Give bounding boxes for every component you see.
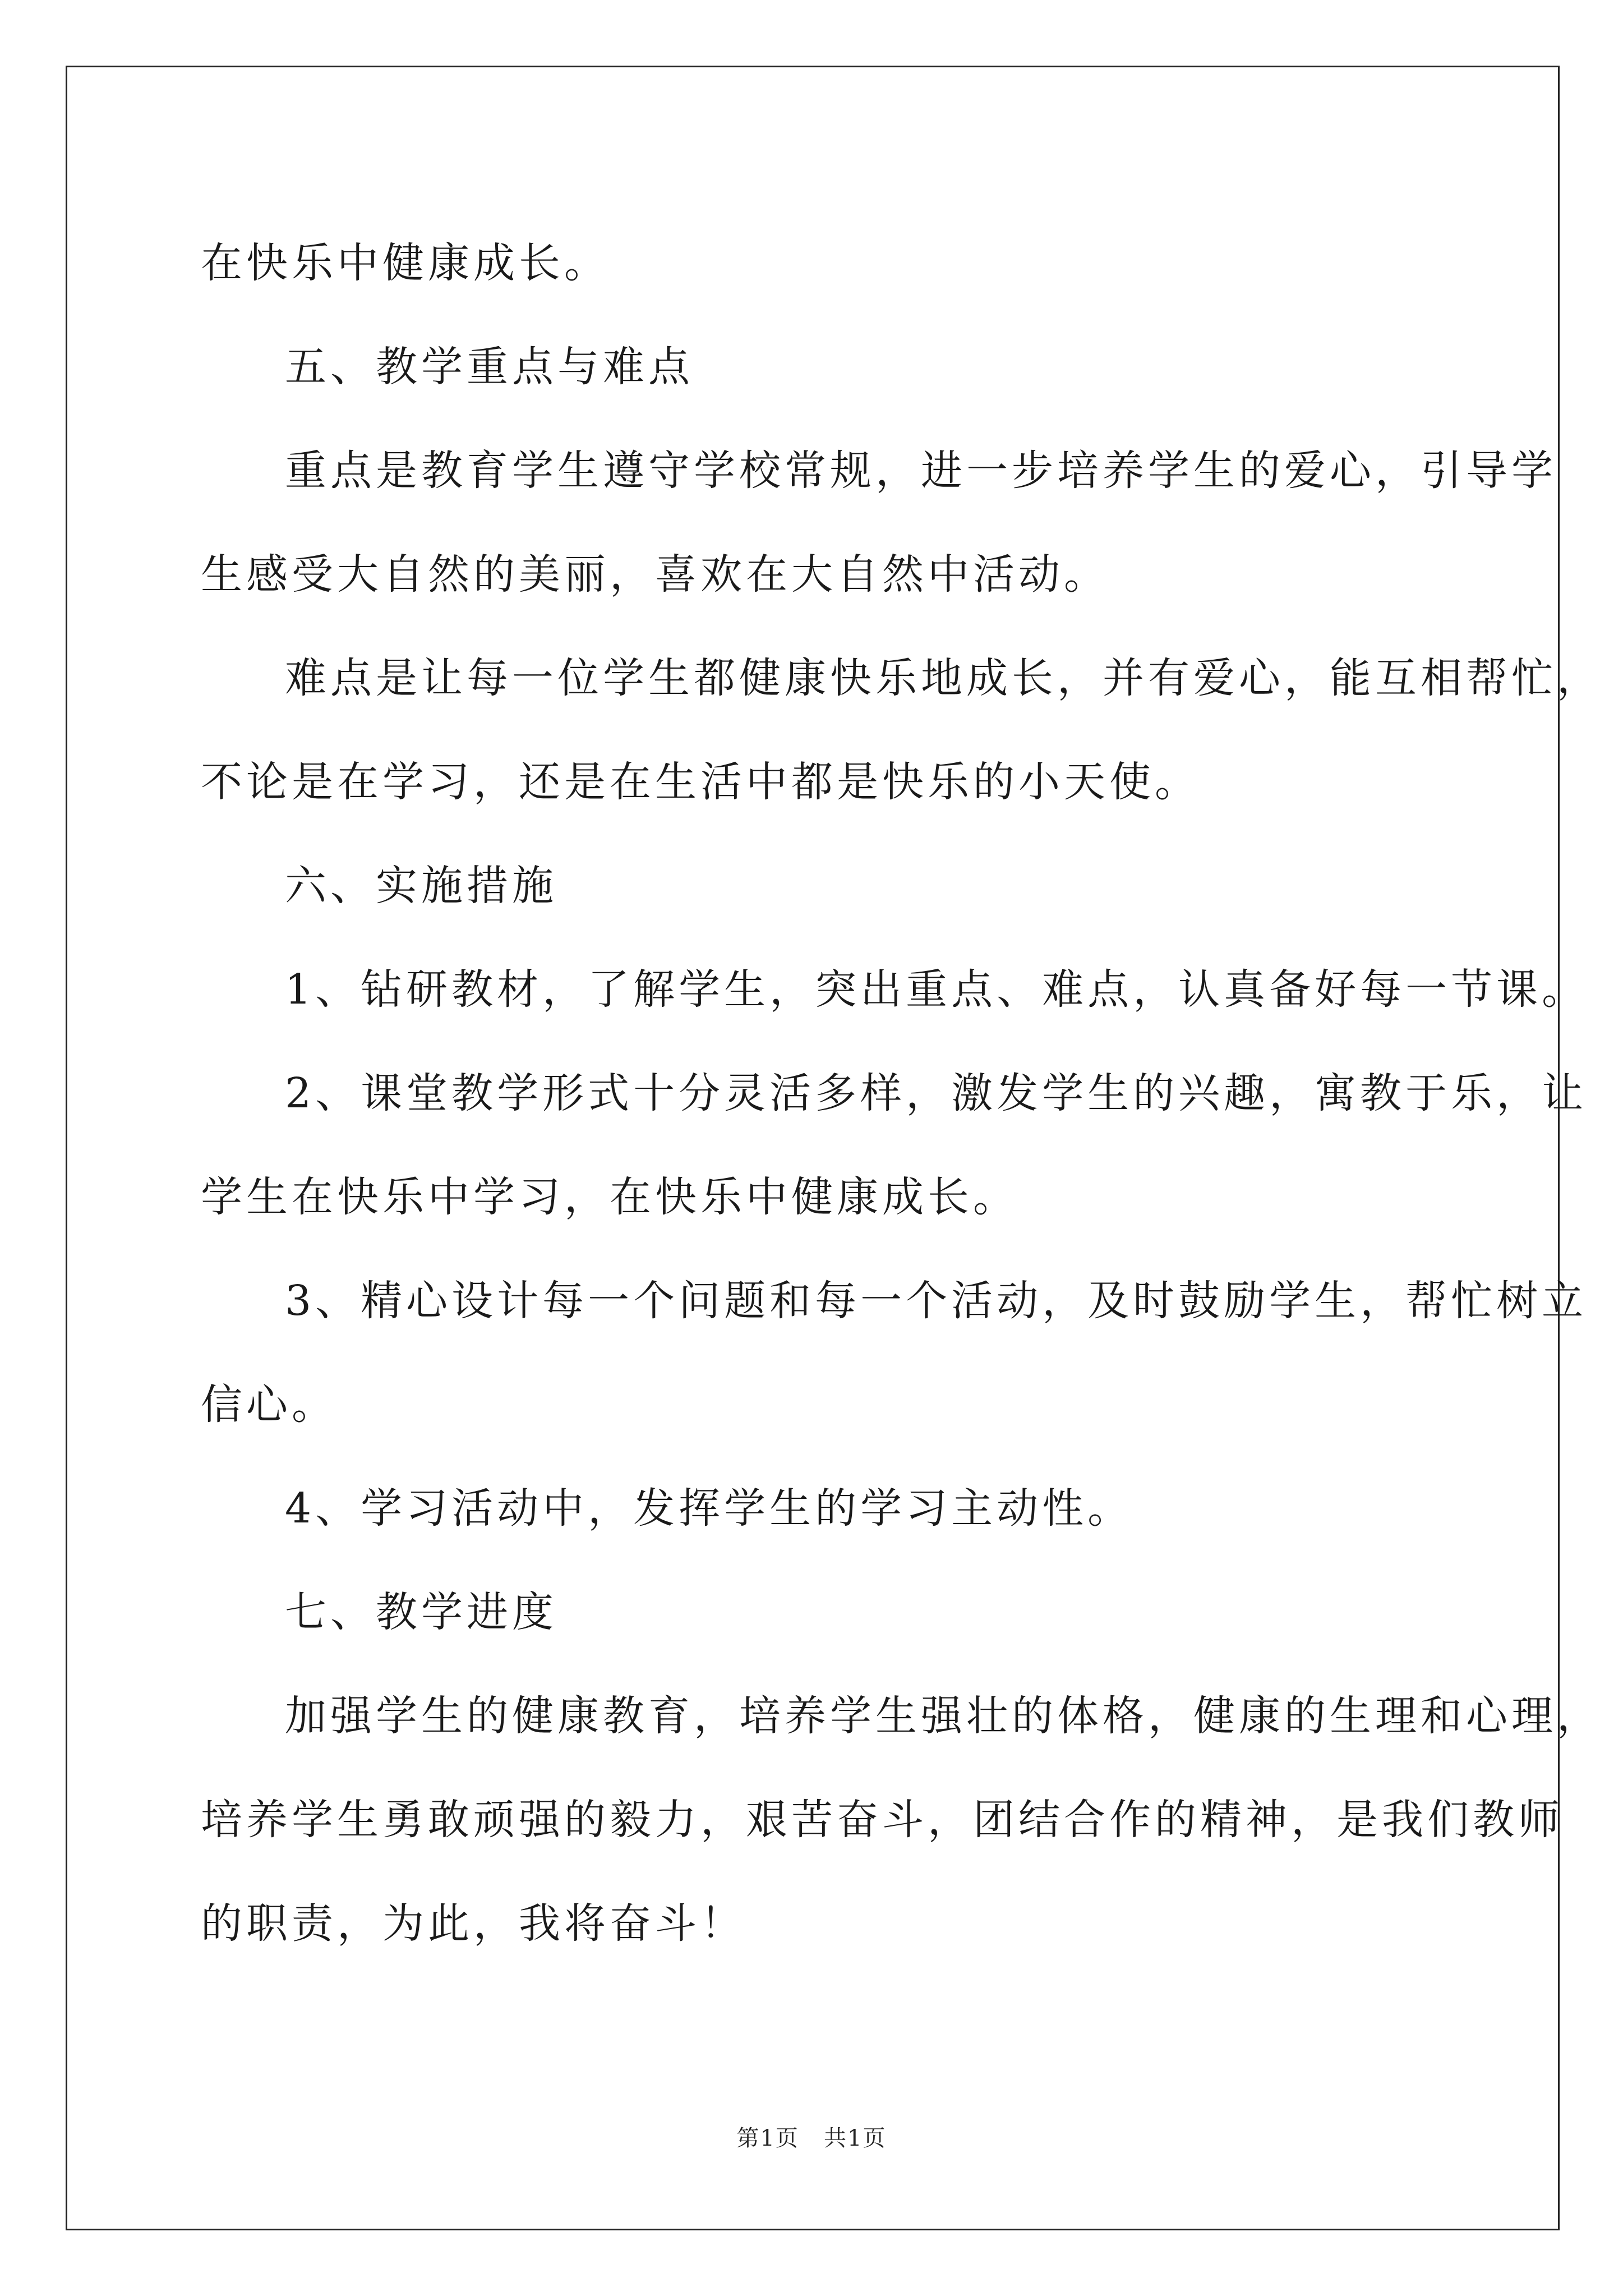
text-line: 培养学生勇敢顽强的毅力，艰苦奋斗，团结合作的精神，是我们教师	[201, 1796, 1564, 1844]
text-line: 3、精心设计每一个问题和每一个活动，及时鼓励学生，帮忙树立	[285, 1277, 1588, 1325]
text-line: 重点是教育学生遵守学校常规，进一步培养学生的爱心，引导学	[285, 447, 1557, 495]
text-line: 七、教学进度	[285, 1588, 557, 1636]
text-line: 在快乐中健康成长。	[201, 239, 610, 287]
text-line: 1、钻研教材，了解学生，突出重点、难点，认真备好每一节课。	[285, 965, 1588, 1014]
text-line: 4、学习活动中，发挥学生的学习主动性。	[285, 1484, 1133, 1533]
text-line: 五、教学重点与难点	[285, 343, 694, 391]
text-line: 六、实施措施	[285, 862, 557, 910]
text-line: 信心。	[201, 1381, 337, 1429]
text-line: 生感受大自然的美丽，喜欢在大自然中活动。	[201, 550, 1109, 599]
text-line: 学生在快乐中学习，在快乐中健康成长。	[201, 1173, 1018, 1221]
text-line: 的职责，为此，我将奋斗！	[201, 1899, 746, 1948]
text-line: 不论是在学习，还是在生活中都是快乐的小天使。	[201, 758, 1200, 806]
page-number-footer: 第1页 共1页	[736, 2125, 887, 2151]
document-body	[201, 211, 1602, 1976]
text-line: 2、课堂教学形式十分灵活多样，激发学生的兴趣，寓教于乐，让	[285, 1069, 1588, 1117]
text-line: 加强学生的健康教育，培养学生强壮的体格，健康的生理和心理，	[285, 1692, 1602, 1740]
text-line: 难点是让每一位学生都健康快乐地成长，并有爱心，能互相帮忙，	[285, 654, 1602, 702]
